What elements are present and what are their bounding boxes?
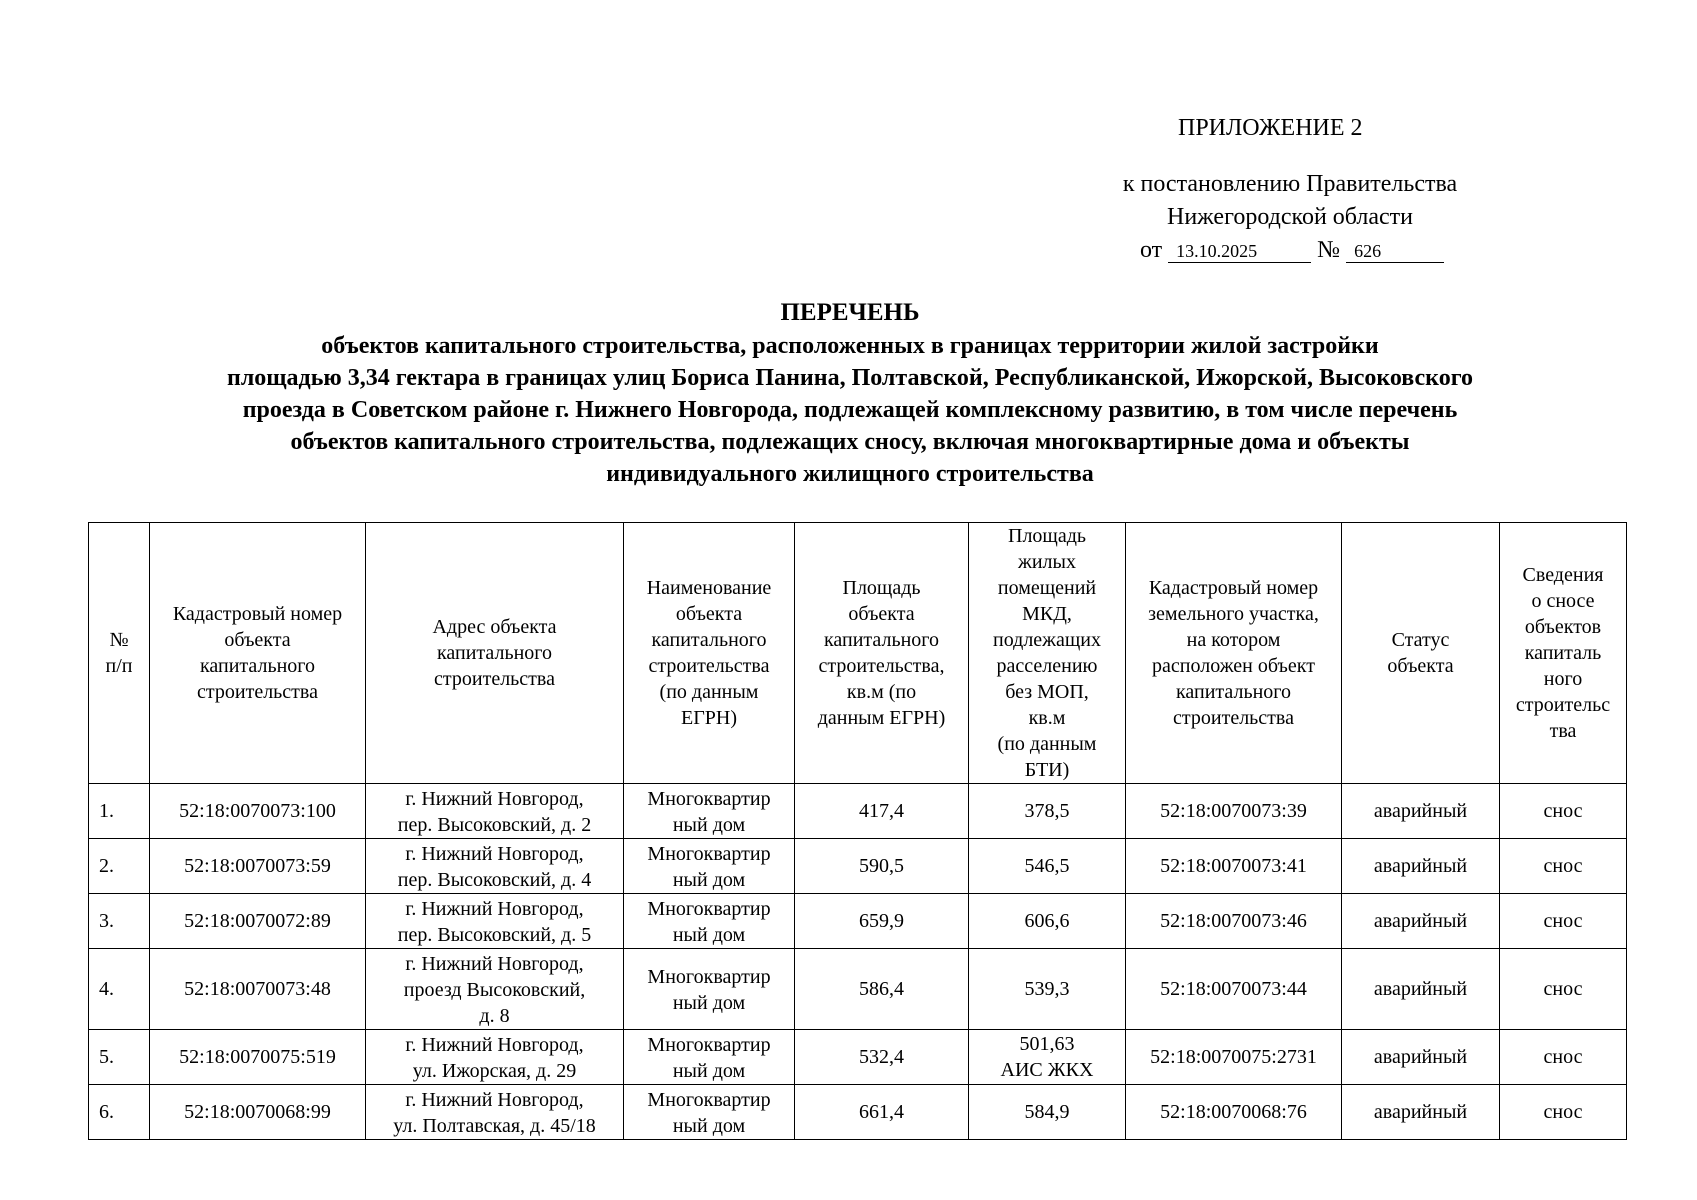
cell-living [969, 1030, 1126, 1085]
cell-line: 584,9 [1024, 1101, 1070, 1123]
cell-land: 52:18:0070068:76 [1126, 1085, 1342, 1140]
cell-line: п/п [105, 655, 133, 677]
cell-name [624, 1030, 795, 1085]
cell-line: строительства [197, 681, 318, 703]
subtitle-line: индивидуального жилищного строительства [606, 461, 1094, 487]
cell-line: Статус [1391, 629, 1450, 651]
cell-land: 52:18:0070073:41 [1126, 839, 1342, 894]
appendix-date-line [1140, 234, 1444, 267]
cell-line: объекта [848, 603, 915, 625]
cell-land: 52:18:0070073:39 [1126, 784, 1342, 839]
cell-name [624, 839, 795, 894]
appendix-title: ПРИЛОЖЕНИЕ 2 [1178, 115, 1363, 141]
cell-address [366, 839, 624, 894]
header-land [1126, 523, 1342, 784]
cell-line: Кадастровый номер [172, 603, 343, 625]
cell-name [624, 784, 795, 839]
subtitle-line: площадью 3,34 гектара в границах улиц Бориса Панина, Полтавской, Республиканской, Ижорской, Высоковского [227, 365, 1473, 391]
cell-demolition: снос [1500, 1030, 1627, 1085]
cell-status: аварийный [1342, 1030, 1500, 1085]
cell-line: Кадастровый номер [1148, 577, 1319, 599]
cell-demolition: снос [1500, 949, 1627, 1030]
cell-num: 6. [89, 1085, 150, 1140]
resolution-date: 13.10.2025 [1168, 240, 1311, 263]
cell-status: аварийный [1342, 894, 1500, 949]
cell-land: 52:18:0070075:2731 [1126, 1030, 1342, 1085]
cell-status: аварийный [1342, 839, 1500, 894]
cell-line: жилых [1018, 551, 1076, 573]
cell-line: кв.м (по [846, 681, 917, 703]
cell-line: Площадь [1008, 525, 1086, 547]
cell-line: капитального [200, 655, 315, 677]
table-row [89, 839, 1627, 894]
cell-name [624, 949, 795, 1030]
cell-line: г. Нижний Новгород, [405, 1034, 584, 1056]
table-header-row [89, 523, 1627, 784]
cell-line: ный дом [672, 869, 746, 891]
cell-line: г. Нижний Новгород, [405, 898, 584, 920]
cell-area: 659,9 [795, 894, 969, 949]
cell-cadastral: 52:18:0070075:519 [150, 1030, 366, 1085]
header-demolition [1500, 523, 1627, 784]
subtitle-line: проезда в Советском районе г. Нижнего Новгорода, подлежащей комплексному развитию, в том числе перечень [242, 397, 1458, 423]
cell-line: ный дом [672, 1060, 746, 1082]
cell-line: данным ЕГРН) [817, 707, 946, 729]
cell-line: объектов [1524, 616, 1602, 638]
table-row [89, 949, 1627, 1030]
cell-line: Многоквартир [647, 788, 771, 810]
cell-num: 3. [89, 894, 150, 949]
cell-line: ул. Ижорская, д. 29 [412, 1060, 577, 1082]
cell-line: капиталь [1524, 642, 1602, 664]
cell-address [366, 894, 624, 949]
cell-address [366, 1030, 624, 1085]
cell-line: капитального [1176, 681, 1291, 703]
subtitle-line: объектов капитального строительства, подлежащих сносу, включая многоквартирные дома и объекты [290, 429, 1410, 455]
cell-line: г. Нижний Новгород, [405, 788, 584, 810]
cell-line: Многоквартир [647, 1089, 771, 1111]
cell-line: № [109, 629, 129, 651]
cell-num: 5. [89, 1030, 150, 1085]
cell-line: БТИ) [1024, 759, 1070, 781]
cell-name [624, 1085, 795, 1140]
header-status [1342, 523, 1500, 784]
cell-line: пер. Высоковский, д. 4 [397, 869, 592, 891]
cell-line: Многоквартир [647, 966, 771, 988]
cell-area: 586,4 [795, 949, 969, 1030]
cell-line: Многоквартир [647, 898, 771, 920]
cell-line: (по данным [659, 681, 759, 703]
cell-num: 4. [89, 949, 150, 1030]
appendix-resolution: к постановлению Правительства [1122, 171, 1458, 197]
table-row [89, 894, 1627, 949]
cell-num: 1. [89, 784, 150, 839]
cell-line: объекта [224, 629, 291, 651]
cell-line: Адрес объекта [432, 616, 557, 638]
cell-demolition: снос [1500, 894, 1627, 949]
cell-address [366, 784, 624, 839]
cell-address [366, 1085, 624, 1140]
cell-area: 661,4 [795, 1085, 969, 1140]
cell-line: строительс [1515, 694, 1611, 716]
cell-line: 539,3 [1024, 978, 1070, 1000]
cell-area: 532,4 [795, 1030, 969, 1085]
cell-line: Наименование [646, 577, 772, 599]
cell-land: 52:18:0070073:46 [1126, 894, 1342, 949]
cell-line: капитального [651, 629, 767, 651]
cell-line: строительства [1173, 707, 1294, 729]
cell-living [969, 1085, 1126, 1140]
cell-line: расселению [996, 655, 1098, 677]
cell-living [969, 784, 1126, 839]
cell-status: аварийный [1342, 949, 1500, 1030]
cell-line: о сносе [1531, 590, 1595, 612]
cell-line: (по данным [997, 733, 1097, 755]
cell-line: объекта [675, 603, 743, 625]
cell-living [969, 839, 1126, 894]
cell-line: 546,5 [1024, 855, 1070, 877]
cell-line: Многоквартир [647, 1034, 771, 1056]
cell-status: аварийный [1342, 1085, 1500, 1140]
cell-line: без МОП, [1005, 681, 1089, 703]
appendix-region: Нижегородской области [1166, 204, 1414, 230]
cell-cadastral: 52:18:0070072:89 [150, 894, 366, 949]
table-row [89, 784, 1627, 839]
cell-land: 52:18:0070073:44 [1126, 949, 1342, 1030]
cell-line: земельного участка, [1148, 603, 1319, 625]
cell-line: ный дом [672, 992, 746, 1014]
cell-area: 417,4 [795, 784, 969, 839]
cell-line: ный дом [672, 924, 746, 946]
cell-line: 606,6 [1024, 910, 1070, 932]
header-cadastral [150, 523, 366, 784]
cell-line: 378,5 [1024, 800, 1070, 822]
cell-line: г. Нижний Новгород, [405, 1089, 584, 1111]
cell-demolition: снос [1500, 1085, 1627, 1140]
cell-cadastral: 52:18:0070073:48 [150, 949, 366, 1030]
cell-line: г. Нижний Новгород, [405, 953, 584, 975]
cell-line: расположен объект [1152, 655, 1315, 677]
cell-line: ный дом [672, 1115, 746, 1137]
cell-line: на котором [1186, 629, 1281, 651]
subtitle-line: объектов капитального строительства, расположенных в границах территории жилой застройки [321, 333, 1379, 359]
cell-line: Площадь [842, 577, 921, 599]
cell-line: Сведения [1522, 564, 1604, 586]
cell-status: аварийный [1342, 784, 1500, 839]
cell-demolition: снос [1500, 839, 1627, 894]
cell-line: ного [1543, 668, 1583, 690]
date-prefix: от [1140, 237, 1163, 263]
cell-cadastral: 52:18:0070073:59 [150, 839, 366, 894]
header-name [624, 523, 795, 784]
cell-line: ЕГРН) [680, 707, 737, 729]
cell-line: помещений [997, 577, 1097, 599]
header-address [366, 523, 624, 784]
objects-table [88, 522, 1627, 1140]
cell-area: 590,5 [795, 839, 969, 894]
cell-line: подлежащих [993, 629, 1101, 651]
cell-line: кв.м [1028, 707, 1066, 729]
cell-line: тва [1549, 720, 1577, 742]
cell-name [624, 894, 795, 949]
cell-line: ный дом [672, 814, 746, 836]
cell-line: АИС ЖКХ [1000, 1059, 1094, 1081]
cell-living [969, 949, 1126, 1030]
cell-line: пер. Высоковский, д. 2 [397, 814, 592, 836]
cell-cadastral: 52:18:0070068:99 [150, 1085, 366, 1140]
number-sign: № [1317, 237, 1341, 263]
cell-line: г. Нижний Новгород, [405, 843, 584, 865]
cell-line: объекта [1387, 655, 1454, 677]
header-area [795, 523, 969, 784]
cell-address [366, 949, 624, 1030]
cell-line: д. 8 [479, 1005, 510, 1027]
cell-line: Многоквартир [647, 843, 771, 865]
header-num [89, 523, 150, 784]
resolution-number: 626 [1346, 240, 1444, 263]
cell-line: строительства [434, 668, 555, 690]
cell-line: капитального [437, 642, 552, 664]
cell-line: строительства, [818, 655, 945, 677]
cell-demolition: снос [1500, 784, 1627, 839]
cell-line: пер. Высоковский, д. 5 [397, 924, 592, 946]
document-title: ПЕРЕЧЕНЬ [780, 299, 920, 326]
document-heading [100, 296, 1600, 490]
table-row [89, 1085, 1627, 1140]
header-living-area [969, 523, 1126, 784]
cell-line: капитального [824, 629, 939, 651]
cell-line: строительства [648, 655, 770, 677]
cell-line: МКД, [1022, 603, 1072, 625]
cell-cadastral: 52:18:0070073:100 [150, 784, 366, 839]
cell-living [969, 894, 1126, 949]
cell-line: 501,63 [1019, 1033, 1075, 1055]
cell-num: 2. [89, 839, 150, 894]
table-row [89, 1030, 1627, 1085]
cell-line: проезд Высоковский, [403, 979, 586, 1001]
cell-line: ул. Полтавская, д. 45/18 [393, 1115, 596, 1137]
